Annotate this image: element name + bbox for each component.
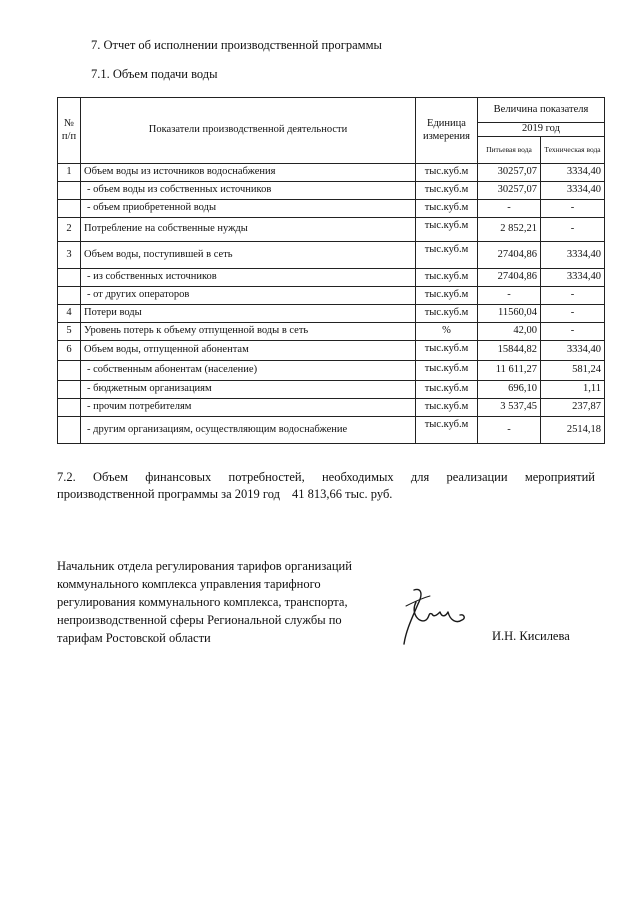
table-row xyxy=(58,287,605,305)
row-unit: тыс.куб.м xyxy=(416,287,478,305)
row-indicator: Потребление на собственные нужды xyxy=(81,218,416,242)
section-7-2-paragraph xyxy=(57,469,595,503)
row-indicator: - прочим потребителям xyxy=(81,399,416,417)
row-number xyxy=(58,399,81,417)
row-unit: тыс.куб.м xyxy=(416,200,478,218)
header-value: Величина показателя xyxy=(478,98,605,123)
row-indicator: Объем воды из источников водоснабжения xyxy=(81,164,416,182)
signatory-line: тарифам Ростовской области xyxy=(57,631,211,645)
row-unit: тыс.куб.м xyxy=(416,164,478,182)
table-row xyxy=(58,218,605,242)
row-number xyxy=(58,269,81,287)
row-unit: тыс.куб.м xyxy=(416,269,478,287)
row-unit: тыс.куб.м xyxy=(416,399,478,417)
row-number xyxy=(58,417,81,444)
water-supply-table xyxy=(57,97,605,444)
row-drinking-value: 42,00 xyxy=(478,323,541,341)
row-unit: тыс.куб.м xyxy=(416,305,478,323)
section-7-2-text: 7.2. Объем финансовых потребностей, необходимых для реализации мероприятий производственной программы за 2019 год xyxy=(57,470,595,501)
header-indicators: Показатели производственной деятельности xyxy=(81,98,416,164)
row-number xyxy=(58,287,81,305)
row-unit: тыс.куб.м xyxy=(416,361,478,381)
row-drinking-value: 27404,86 xyxy=(478,242,541,269)
row-drinking-value: 696,10 xyxy=(478,381,541,399)
table-row xyxy=(58,341,605,361)
row-drinking-value: - xyxy=(478,287,541,305)
header-drinking-water: Питьевая вода xyxy=(478,137,541,164)
row-number: 6 xyxy=(58,341,81,361)
signatory-position xyxy=(57,557,387,647)
row-number: 1 xyxy=(58,164,81,182)
row-drinking-value: - xyxy=(478,200,541,218)
row-drinking-value: 30257,07 xyxy=(478,182,541,200)
row-indicator: - другим организациям, осуществляющим водоснабжение xyxy=(81,417,416,444)
header-unit: Единица измерения xyxy=(416,98,478,164)
row-technical-value: 1,11 xyxy=(541,381,605,399)
row-number: 2 xyxy=(58,218,81,242)
row-unit: тыс.куб.м xyxy=(416,417,478,444)
row-number: 4 xyxy=(58,305,81,323)
table-body xyxy=(58,98,605,444)
header-year: 2019 год xyxy=(478,123,605,137)
row-drinking-value: 2 852,21 xyxy=(478,218,541,242)
row-drinking-value: - xyxy=(478,417,541,444)
table-row xyxy=(58,242,605,269)
table-row xyxy=(58,381,605,399)
row-indicator: - собственным абонентам (население) xyxy=(81,361,416,381)
table-row xyxy=(58,323,605,341)
row-indicator: Объем воды, поступившей в сеть xyxy=(81,242,416,269)
row-unit: тыс.куб.м xyxy=(416,182,478,200)
table-row xyxy=(58,305,605,323)
row-technical-value: 3334,40 xyxy=(541,182,605,200)
row-technical-value: - xyxy=(541,287,605,305)
row-indicator: Потери воды xyxy=(81,305,416,323)
row-drinking-value: 15844,82 xyxy=(478,341,541,361)
signatory-line: коммунального комплекса управления тарифного xyxy=(57,577,321,591)
section-7-2-amount: 41 813,66 тыс. руб. xyxy=(291,487,393,501)
row-indicator: - от других операторов xyxy=(81,287,416,305)
row-drinking-value: 3 537,45 xyxy=(478,399,541,417)
table-row xyxy=(58,269,605,287)
row-indicator: Объем воды, отпущенной абонентам xyxy=(81,341,416,361)
row-number: 3 xyxy=(58,242,81,269)
row-drinking-value: 30257,07 xyxy=(478,164,541,182)
row-unit: тыс.куб.м xyxy=(416,341,478,361)
row-indicator: - объем приобретенной воды xyxy=(81,200,416,218)
table-row xyxy=(58,182,605,200)
row-unit: тыс.куб.м xyxy=(416,218,478,242)
row-unit: тыс.куб.м xyxy=(416,242,478,269)
row-technical-value: 581,24 xyxy=(541,361,605,381)
section-7-1-heading: 7.1. Объем подачи воды xyxy=(91,67,218,81)
row-unit: тыс.куб.м xyxy=(416,381,478,399)
row-indicator: - объем воды из собственных источников xyxy=(81,182,416,200)
section-7-heading: 7. Отчет об исполнении производственной программы xyxy=(91,38,382,52)
row-indicator: - бюджетным организациям xyxy=(81,381,416,399)
row-technical-value: - xyxy=(541,323,605,341)
row-technical-value: - xyxy=(541,218,605,242)
row-technical-value: 3334,40 xyxy=(541,242,605,269)
row-technical-value: 2514,18 xyxy=(541,417,605,444)
row-unit: % xyxy=(416,323,478,341)
signatory-name: И.Н. Кисилева xyxy=(492,629,570,643)
header-row-1 xyxy=(58,98,605,123)
table-row xyxy=(58,399,605,417)
table-row xyxy=(58,361,605,381)
row-number xyxy=(58,361,81,381)
row-technical-value: 3334,40 xyxy=(541,269,605,287)
header-num: № п/п xyxy=(58,98,81,164)
row-technical-value: - xyxy=(541,305,605,323)
table-row xyxy=(58,164,605,182)
signatory-line: регулирования коммунального комплекса, транспорта, xyxy=(57,595,348,609)
signatory-line: Начальник отдела регулирования тарифов организаций xyxy=(57,559,352,573)
row-number: 5 xyxy=(58,323,81,341)
row-drinking-value: 11560,04 xyxy=(478,305,541,323)
row-drinking-value: 11 611,27 xyxy=(478,361,541,381)
table-row xyxy=(58,200,605,218)
row-number xyxy=(58,381,81,399)
row-technical-value: 3334,40 xyxy=(541,164,605,182)
row-indicator: Уровень потерь к объему отпущенной воды в сеть xyxy=(81,323,416,341)
row-number xyxy=(58,200,81,218)
signatory-line: непроизводственной сферы Региональной службы по xyxy=(57,613,342,627)
handwritten-signature xyxy=(400,584,470,650)
header-technical-water: Техническая вода xyxy=(541,137,605,164)
row-indicator: - из собственных источников xyxy=(81,269,416,287)
row-drinking-value: 27404,86 xyxy=(478,269,541,287)
row-number xyxy=(58,182,81,200)
row-technical-value: 237,87 xyxy=(541,399,605,417)
row-technical-value: 3334,40 xyxy=(541,341,605,361)
row-technical-value: - xyxy=(541,200,605,218)
table-row xyxy=(58,417,605,444)
